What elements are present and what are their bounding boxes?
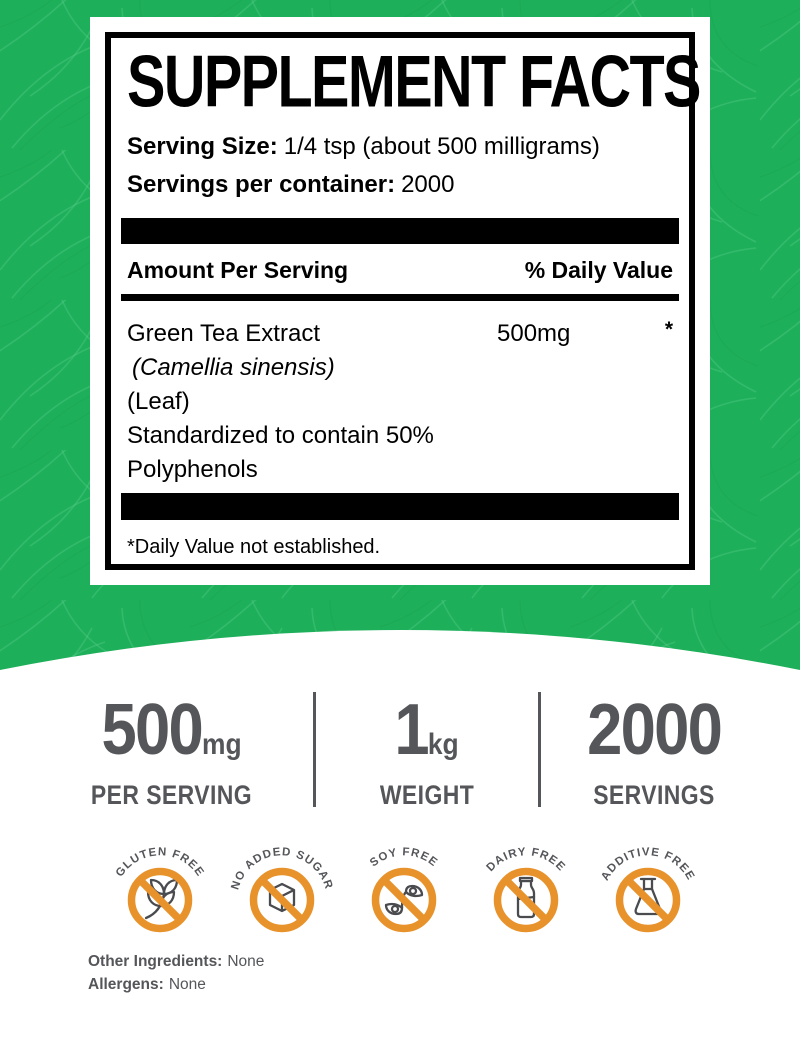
stat-per-serving: [30, 690, 313, 810]
svg-text:SOY FREE: [368, 846, 440, 869]
dairy-free-badge: [465, 846, 587, 942]
prohibited-icon: [254, 872, 311, 929]
serving-size-line: [127, 132, 673, 162]
stat-weight: [313, 690, 538, 810]
other-ingredients-value: None: [227, 953, 265, 970]
stat-weight-caption: WEIGHT: [379, 780, 475, 810]
ingredient-daily-value: *: [664, 318, 673, 341]
additive-free-label: ADDITIVE FREE: [599, 846, 697, 883]
other-ingredients-label: Other Ingredients:: [88, 953, 223, 970]
ingredient-name: Green Tea Extract: [127, 320, 320, 347]
no-added-sugar-badge: [221, 846, 343, 942]
allergens-label: Allergens:: [88, 976, 164, 993]
ingredient-amount: 500mg: [497, 320, 571, 347]
ingredient-name-row: [127, 317, 673, 351]
allergens-line: [88, 973, 264, 996]
daily-value-header: % Daily Value: [524, 257, 673, 283]
gluten-free-badge: [99, 846, 221, 942]
prohibited-icon: [132, 872, 189, 929]
no-added-sugar-label: NO ADDED SUGAR: [229, 846, 335, 892]
other-ingredients-line: [88, 950, 264, 973]
servings-label: Servings per container:: [127, 171, 396, 198]
stat-weight-number: 1kg: [394, 690, 460, 770]
ingredient-block: [127, 317, 673, 487]
stat-per-serving-caption: PER SERVING: [90, 780, 253, 810]
daily-value-footnote: *Daily Value not established.: [127, 536, 381, 558]
servings-value: 2000: [401, 171, 455, 198]
footer-notes: [88, 950, 264, 996]
stats-strip: [30, 690, 770, 810]
black-separator-bar-top: [121, 218, 679, 244]
ingredient-part: (Leaf): [127, 388, 190, 415]
black-separator-bar-bottom: [121, 493, 679, 520]
supplement-facts-title: SUPPLEMENT FACTS: [127, 41, 700, 123]
facts-column-headers: [127, 256, 673, 284]
amount-per-serving-header: Amount Per Serving: [127, 257, 349, 283]
black-rule: [121, 294, 679, 301]
serving-size-label: Serving Size:: [127, 133, 278, 160]
ingredient-standardization: Standardized to contain 50%: [127, 422, 434, 449]
supplement-facts-border-box: [105, 32, 700, 570]
soy-free-badge: [343, 846, 465, 942]
soy-free-label: SOY FREE: [368, 846, 440, 870]
supplement-facts-panel: [90, 17, 710, 585]
additive-free-badge: [587, 846, 709, 942]
free-from-badges: [99, 846, 709, 942]
svg-text:ADDITIVE FREE: [599, 846, 696, 883]
stat-servings-number: 2000: [587, 690, 721, 770]
serving-size-value: 1/4 tsp (about 500 milligrams): [283, 133, 600, 160]
allergens-value: None: [168, 976, 206, 993]
stat-per-serving-number: 500mg: [101, 690, 242, 770]
stat-servings: [538, 690, 767, 810]
ingredient-standardization-2: Polyphenols: [127, 456, 258, 483]
servings-per-container-line: [127, 170, 673, 200]
dairy-free-label: DAIRY FREE: [484, 846, 568, 875]
prohibited-icon: [376, 872, 433, 929]
ingredient-latin-name: (Camellia sinensis): [132, 354, 335, 381]
gluten-free-label: GLUTEN FREE: [113, 846, 207, 880]
stat-servings-caption: SERVINGS: [593, 780, 715, 810]
